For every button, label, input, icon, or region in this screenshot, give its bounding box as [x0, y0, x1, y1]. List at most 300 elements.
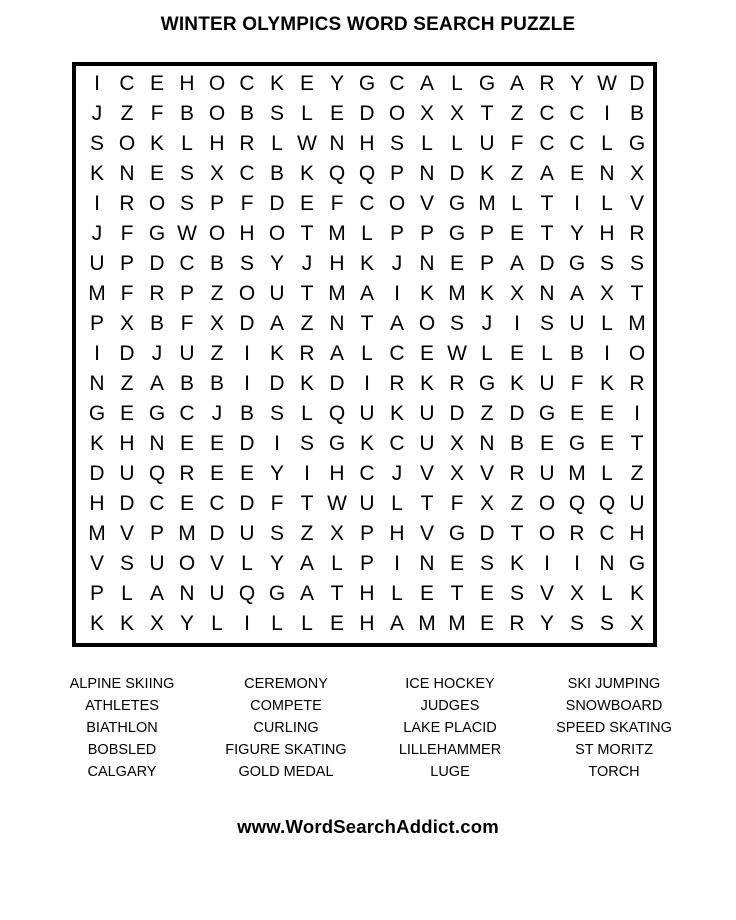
grid-letter: E: [149, 162, 164, 185]
grid-letter: Y: [569, 222, 584, 245]
word-list-item: TORCH: [588, 764, 640, 780]
grid-letter: L: [361, 222, 373, 245]
grid-letter: P: [89, 582, 104, 605]
grid-letter: K: [149, 132, 164, 155]
grid-letter: O: [208, 102, 226, 125]
grid-letter: M: [418, 612, 436, 635]
grid-letter: K: [479, 162, 494, 185]
grid-letter: M: [448, 282, 466, 305]
grid-letter: T: [420, 492, 434, 515]
grid-letter: P: [479, 252, 494, 275]
grid-letter: E: [449, 252, 464, 275]
grid-letter: C: [539, 102, 555, 125]
grid-letter: J: [301, 252, 313, 275]
grid-letter: J: [481, 312, 493, 335]
grid-letter: C: [179, 402, 195, 425]
grid-letter: D: [449, 402, 465, 425]
grid-letter: O: [538, 492, 556, 515]
grid-letter: B: [179, 102, 194, 125]
grid-letter: R: [239, 132, 255, 155]
grid-letter: O: [148, 192, 166, 215]
grid-letter: W: [327, 492, 347, 515]
grid-letter: H: [389, 522, 405, 545]
word-list-column: [532, 676, 696, 786]
grid-letter: E: [329, 102, 344, 125]
word-list-item: ATHLETES: [85, 698, 159, 714]
grid-letter: D: [119, 342, 135, 365]
grid-letter: C: [209, 492, 225, 515]
grid-letter: C: [539, 132, 555, 155]
grid-letter: T: [630, 282, 644, 305]
grid-letter: F: [270, 492, 284, 515]
grid-letter: E: [179, 492, 194, 515]
grid-letter: Z: [210, 342, 224, 365]
grid-letter: U: [269, 282, 285, 305]
grid-letter: S: [179, 192, 194, 215]
grid-letter: W: [177, 222, 197, 245]
grid-letter: G: [538, 402, 556, 425]
grid-letter: B: [629, 102, 644, 125]
grid-letter: Y: [179, 612, 194, 635]
grid-letter: V: [419, 522, 434, 545]
grid-letter: Z: [510, 492, 524, 515]
grid-letter: R: [149, 282, 165, 305]
grid-letter: P: [479, 222, 494, 245]
grid-letter: P: [359, 552, 374, 575]
grid-letter: N: [599, 552, 615, 575]
grid-letter: L: [421, 132, 433, 155]
grid-letter: K: [119, 612, 134, 635]
grid-letter: A: [329, 342, 344, 365]
grid-letter: Y: [539, 612, 554, 635]
letter-grid-frame: [72, 62, 657, 647]
grid-letter: X: [449, 462, 464, 485]
grid-letter: B: [269, 162, 284, 185]
word-list-item: BOBSLED: [87, 742, 157, 758]
grid-letter: S: [569, 612, 584, 635]
grid-letter: O: [178, 552, 196, 575]
grid-letter: A: [269, 312, 284, 335]
grid-letter: I: [574, 192, 580, 215]
grid-letter: I: [604, 342, 610, 365]
grid-letter: H: [329, 252, 345, 275]
grid-letter: I: [94, 342, 100, 365]
word-list-item: BIATHLON: [86, 720, 158, 736]
grid-letter: R: [179, 462, 195, 485]
grid-letter: D: [239, 312, 255, 335]
grid-letter: Z: [510, 162, 524, 185]
grid-letter: X: [479, 492, 494, 515]
grid-letter: D: [149, 252, 165, 275]
grid-letter: V: [119, 522, 134, 545]
grid-letter: G: [568, 252, 586, 275]
word-list-item: SNOWBOARD: [565, 698, 663, 714]
grid-letter: D: [359, 102, 375, 125]
grid-letter: U: [539, 462, 555, 485]
grid-letter: M: [178, 522, 196, 545]
word-list-column: [368, 676, 532, 786]
grid-letter: L: [211, 612, 223, 635]
word-list-item: CURLING: [253, 720, 319, 736]
grid-letter: C: [239, 72, 255, 95]
grid-letter: G: [448, 192, 466, 215]
grid-letter: U: [119, 462, 135, 485]
grid-letter: F: [570, 372, 584, 395]
grid-letter: G: [328, 432, 346, 455]
grid-letter: K: [299, 162, 314, 185]
grid-letter: U: [149, 552, 165, 575]
grid-letter: K: [269, 342, 284, 365]
grid-letter: S: [449, 312, 464, 335]
grid-letter: K: [629, 582, 644, 605]
grid-letter: L: [301, 102, 313, 125]
grid-letter: D: [269, 372, 285, 395]
grid-letter: L: [481, 342, 493, 365]
grid-letter: C: [179, 252, 195, 275]
grid-letter: T: [480, 102, 494, 125]
grid-letter: A: [419, 72, 434, 95]
grid-letter: S: [239, 252, 254, 275]
word-list-item: LAKE PLACID: [403, 720, 497, 736]
grid-letter: E: [539, 432, 554, 455]
grid-letter: E: [599, 432, 614, 455]
grid-letter: Q: [238, 582, 256, 605]
grid-letter: T: [540, 222, 554, 245]
grid-letter: P: [89, 312, 104, 335]
grid-letter: E: [299, 72, 314, 95]
word-list-item: LUGE: [430, 764, 470, 780]
grid-letter: F: [240, 192, 254, 215]
grid-letter: M: [328, 222, 346, 245]
grid-letter: N: [419, 162, 435, 185]
grid-letter: U: [179, 342, 195, 365]
grid-letter: W: [297, 132, 317, 155]
grid-letter: H: [629, 522, 645, 545]
grid-letter: B: [209, 252, 224, 275]
grid-letter: V: [419, 192, 434, 215]
word-list-item: LILLEHAMMER: [398, 742, 502, 758]
grid-letter: U: [419, 432, 435, 455]
grid-letter: X: [449, 432, 464, 455]
grid-letter: S: [89, 132, 104, 155]
grid-letter: E: [419, 582, 434, 605]
grid-letter: U: [479, 132, 495, 155]
grid-letter: B: [239, 402, 254, 425]
grid-letter: F: [510, 132, 524, 155]
grid-letter: O: [418, 312, 436, 335]
grid-letter: X: [419, 102, 434, 125]
grid-letter: S: [629, 252, 644, 275]
grid-letter: N: [419, 552, 435, 575]
word-list-column: [40, 676, 204, 786]
grid-letter: I: [604, 102, 610, 125]
grid-letter: X: [209, 162, 224, 185]
grid-letter: X: [599, 282, 614, 305]
grid-letter: S: [539, 312, 554, 335]
grid-letter: F: [120, 222, 134, 245]
grid-letter: L: [271, 132, 283, 155]
grid-letter: X: [629, 612, 644, 635]
word-list: [40, 676, 696, 786]
grid-letter: J: [91, 222, 103, 245]
grid-letter: S: [269, 522, 284, 545]
grid-letter: A: [569, 282, 584, 305]
grid-letter: Z: [210, 282, 224, 305]
grid-letter: F: [450, 492, 464, 515]
grid-letter: O: [118, 132, 136, 155]
grid-letter: N: [419, 252, 435, 275]
grid-letter: Y: [329, 72, 344, 95]
grid-letter: O: [388, 102, 406, 125]
grid-letter: C: [599, 522, 615, 545]
word-list-item: FIGURE SKATING: [225, 742, 347, 758]
grid-letter: K: [509, 552, 524, 575]
grid-letter: N: [149, 432, 165, 455]
grid-letter: N: [329, 312, 345, 335]
grid-letter: A: [299, 552, 314, 575]
grid-letter: E: [329, 612, 344, 635]
grid-letter: B: [509, 432, 524, 455]
footer-website: www.WordSearchAddict.com: [237, 816, 499, 837]
grid-letter: W: [447, 342, 467, 365]
grid-letter: G: [478, 372, 496, 395]
grid-letter: T: [450, 582, 464, 605]
word-list-item: CEREMONY: [244, 676, 328, 692]
grid-letter: E: [209, 432, 224, 455]
grid-letter: N: [479, 432, 495, 455]
grid-letter: G: [88, 402, 106, 425]
grid-letter: K: [89, 432, 104, 455]
word-list-item: GOLD MEDAL: [238, 764, 334, 780]
grid-letter: D: [629, 72, 645, 95]
grid-letter: L: [601, 582, 613, 605]
grid-letter: S: [119, 552, 134, 575]
grid-letter: P: [119, 252, 134, 275]
grid-letter: S: [389, 132, 404, 155]
word-list-item: COMPETE: [250, 698, 322, 714]
grid-letter: B: [209, 372, 224, 395]
grid-letter: C: [389, 72, 405, 95]
grid-letter: Z: [120, 102, 134, 125]
grid-letter: U: [539, 372, 555, 395]
grid-letter: P: [419, 222, 434, 245]
grid-letter: X: [449, 102, 464, 125]
grid-letter: R: [449, 372, 465, 395]
grid-letter: C: [119, 72, 135, 95]
grid-letter: T: [540, 192, 554, 215]
grid-letter: I: [94, 192, 100, 215]
grid-letter: F: [180, 312, 194, 335]
grid-letter: S: [509, 582, 524, 605]
word-list-item: JUDGES: [420, 698, 480, 714]
grid-letter: U: [209, 582, 225, 605]
grid-letter: D: [509, 402, 525, 425]
grid-letter: Z: [300, 312, 314, 335]
grid-letter: E: [479, 582, 494, 605]
grid-letter: V: [629, 192, 644, 215]
grid-letter: K: [269, 72, 284, 95]
grid-letter: I: [394, 282, 400, 305]
grid-letter: L: [511, 192, 523, 215]
grid-letter: F: [120, 282, 134, 305]
grid-letter: L: [301, 402, 313, 425]
grid-letter: K: [419, 372, 434, 395]
grid-letter: L: [601, 132, 613, 155]
grid-letter: I: [244, 612, 250, 635]
grid-letter: E: [119, 402, 134, 425]
grid-letter: J: [391, 462, 403, 485]
grid-letter: L: [391, 492, 403, 515]
grid-letter: D: [269, 192, 285, 215]
grid-letter: X: [629, 162, 644, 185]
grid-letter: A: [539, 162, 554, 185]
grid-letter: X: [509, 282, 524, 305]
grid-letter: I: [514, 312, 520, 335]
grid-letter: Y: [269, 252, 284, 275]
grid-letter: L: [451, 72, 463, 95]
grid-letter: A: [359, 282, 374, 305]
grid-letter: A: [509, 252, 524, 275]
grid-letter: I: [634, 402, 640, 425]
grid-letter: X: [209, 312, 224, 335]
grid-letter: V: [479, 462, 494, 485]
grid-letter: N: [179, 582, 195, 605]
word-list-item: SPEED SKATING: [556, 720, 672, 736]
grid-letter: R: [539, 72, 555, 95]
grid-letter: E: [569, 162, 584, 185]
grid-letter: J: [151, 342, 163, 365]
grid-letter: D: [119, 492, 135, 515]
grid-letter: D: [329, 372, 345, 395]
grid-letter: K: [89, 162, 104, 185]
word-list-column: [204, 676, 368, 786]
grid-letter: A: [509, 72, 524, 95]
grid-letter: N: [89, 372, 105, 395]
grid-letter: L: [271, 612, 283, 635]
grid-letter: E: [599, 402, 614, 425]
grid-letter: X: [569, 582, 584, 605]
grid-letter: L: [391, 582, 403, 605]
grid-letter: E: [509, 342, 524, 365]
grid-letter: S: [179, 162, 194, 185]
grid-letter: I: [244, 372, 250, 395]
grid-letter: R: [569, 522, 585, 545]
grid-letter: G: [568, 432, 586, 455]
grid-letter: A: [299, 582, 314, 605]
grid-letter: I: [244, 342, 250, 365]
grid-letter: S: [479, 552, 494, 575]
grid-letter: M: [88, 522, 106, 545]
grid-letter: C: [569, 132, 585, 155]
grid-letter: L: [451, 132, 463, 155]
grid-letter: L: [541, 342, 553, 365]
grid-letter: C: [389, 432, 405, 455]
grid-letter: L: [601, 192, 613, 215]
puzzle-title: WINTER OLYMPICS WORD SEARCH PUZZLE: [160, 14, 576, 35]
grid-letter: T: [330, 582, 344, 605]
grid-letter: Z: [510, 102, 524, 125]
grid-letter: A: [389, 612, 404, 635]
grid-letter: P: [179, 282, 194, 305]
word-list-item: ICE HOCKEY: [405, 676, 495, 692]
grid-letter: W: [597, 72, 617, 95]
grid-letter: Y: [269, 552, 284, 575]
grid-letter: Q: [358, 162, 376, 185]
grid-letter: E: [179, 432, 194, 455]
grid-letter: D: [89, 462, 105, 485]
grid-letter: H: [209, 132, 225, 155]
grid-letter: J: [391, 252, 403, 275]
grid-letter: T: [300, 492, 314, 515]
grid-letter: M: [88, 282, 106, 305]
grid-letter: B: [239, 102, 254, 125]
grid-letter: J: [91, 102, 103, 125]
grid-letter: R: [509, 462, 525, 485]
grid-letter: G: [478, 72, 496, 95]
grid-letter: E: [239, 462, 254, 485]
grid-letter: T: [300, 282, 314, 305]
grid-letter: R: [119, 192, 135, 215]
grid-letter: S: [599, 612, 614, 635]
grid-letter: N: [539, 282, 555, 305]
grid-letter: T: [300, 222, 314, 245]
grid-letter: B: [569, 342, 584, 365]
grid-letter: E: [449, 552, 464, 575]
grid-letter: O: [268, 222, 286, 245]
grid-letter: O: [628, 342, 646, 365]
grid-letter: S: [599, 252, 614, 275]
grid-letter: C: [359, 462, 375, 485]
grid-letter: G: [628, 132, 646, 155]
grid-letter: I: [274, 432, 280, 455]
grid-letter: I: [394, 552, 400, 575]
grid-letter: E: [479, 612, 494, 635]
grid-letter: N: [119, 162, 135, 185]
grid-letter: K: [299, 372, 314, 395]
grid-letter: K: [479, 282, 494, 305]
grid-letter: C: [569, 102, 585, 125]
grid-letter: A: [389, 312, 404, 335]
grid-letter: P: [359, 522, 374, 545]
grid-letter: G: [148, 402, 166, 425]
grid-letter: D: [449, 162, 465, 185]
grid-letter: X: [329, 522, 344, 545]
grid-letter: C: [389, 342, 405, 365]
grid-letter: O: [208, 72, 226, 95]
grid-letter: G: [448, 522, 466, 545]
grid-letter: A: [149, 372, 164, 395]
grid-letter: D: [479, 522, 495, 545]
grid-letter: N: [599, 162, 615, 185]
grid-letter: H: [359, 612, 375, 635]
grid-letter: P: [389, 222, 404, 245]
grid-letter: V: [539, 582, 554, 605]
grid-letter: A: [149, 582, 164, 605]
grid-letter: Y: [569, 72, 584, 95]
grid-letter: H: [359, 132, 375, 155]
grid-letter: M: [628, 312, 646, 335]
grid-letter: I: [574, 552, 580, 575]
grid-letter: I: [364, 372, 370, 395]
grid-letter: V: [209, 552, 224, 575]
grid-letter: S: [269, 402, 284, 425]
grid-letter: Q: [598, 492, 616, 515]
grid-letter: X: [119, 312, 134, 335]
grid-letter: E: [209, 462, 224, 485]
grid-letter: H: [179, 72, 195, 95]
grid-letter: Q: [328, 402, 346, 425]
grid-letter: K: [509, 372, 524, 395]
